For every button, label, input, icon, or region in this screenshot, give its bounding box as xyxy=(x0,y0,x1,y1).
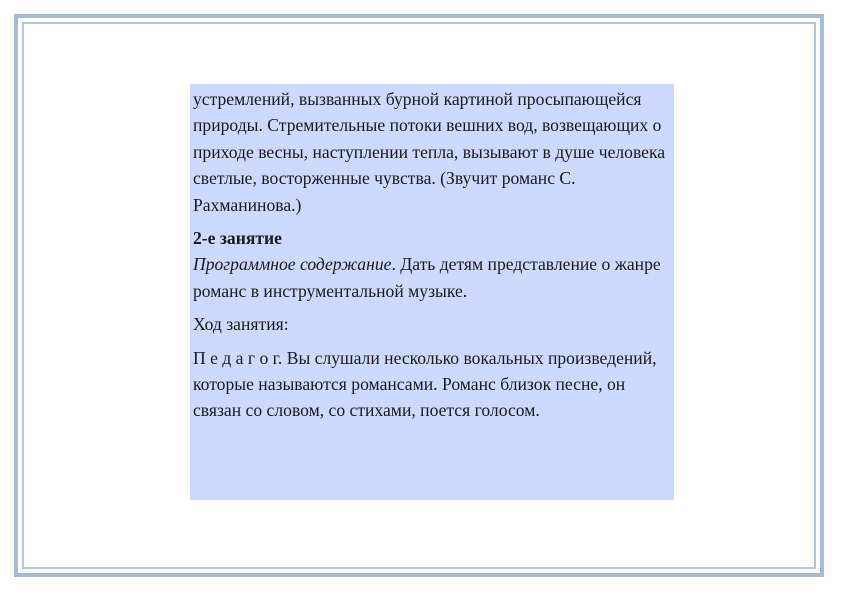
teacher-label: П е д а г о г. xyxy=(193,347,283,368)
text-block xyxy=(190,84,674,500)
program-text: . Дать детям представление о жанре романс в инструментальной музыке. xyxy=(193,254,661,301)
paragraph-intro: устремлений, вызванных бурной картиной просыпающейся природы. Стремительные потоки вешних вод, возвещающих о приходе весны, наступлении тепла, вызывают в душе человека светлые, восторженные чувства. (Звучит романс С. Рахманинова.) xyxy=(193,89,666,215)
teacher-text: Вы слушали несколько вокальных произведений, которые называются романсами. Романс близок песне, он связан со словом, со стихами, поется голосом. xyxy=(193,347,657,421)
lesson-flow: Ход занятия: xyxy=(193,314,289,335)
paragraph-program xyxy=(193,251,674,304)
lesson-heading: 2-е занятие xyxy=(193,228,282,249)
program-label: Программное содержание xyxy=(193,254,392,275)
paragraph-teacher xyxy=(193,345,674,424)
